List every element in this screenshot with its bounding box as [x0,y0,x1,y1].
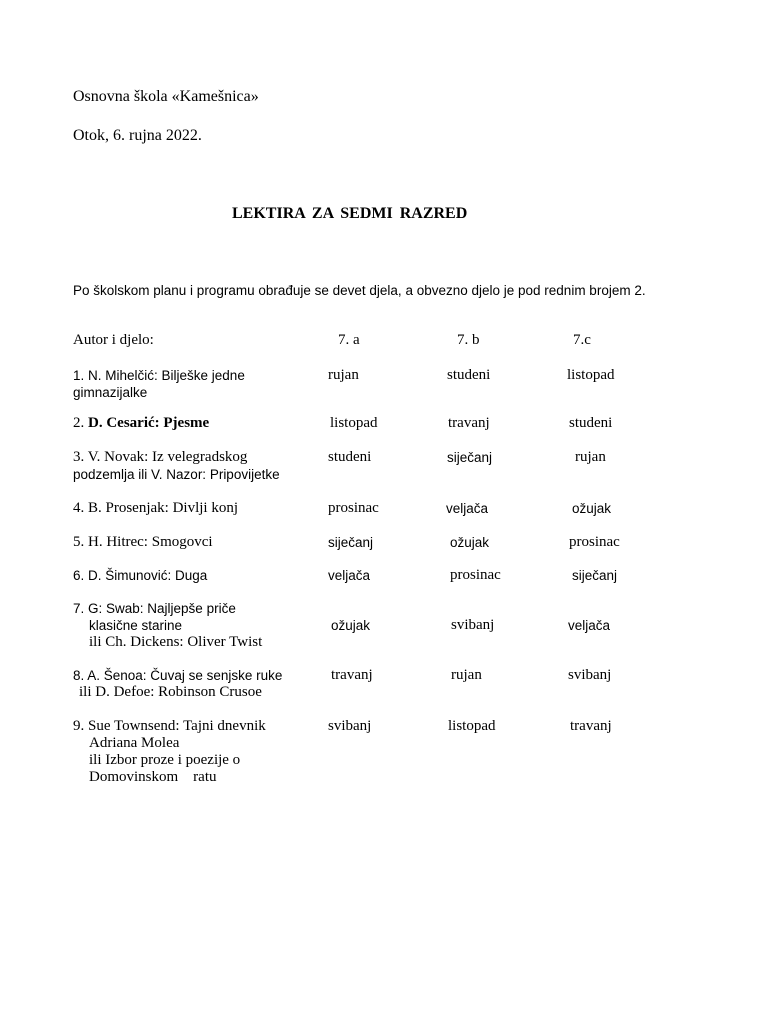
table-row-5-7c: prosinac [569,534,620,550]
table-row-3-7a: studeni [328,449,372,465]
work-line: 5. H. Hitrec: Smogovci [73,534,213,550]
table-row-8-work [73,667,282,701]
work-line: 1. N. Mihelčić: Bilješke jedne [73,368,245,383]
column-header-7a: 7. a [338,332,360,348]
column-header-7b: 7. b [457,332,480,348]
table-row-5-7b: ožujak [450,535,490,550]
table-row-1-work [73,367,245,401]
work-line: ili Izbor proze i poezije o [89,752,241,768]
work-line: 6. D. Šimunović: Duga [73,568,208,583]
table-row-8-7c: svibanj [568,667,612,683]
table-row-1-7a: rujan [328,367,359,383]
table-row-7-7c: veljača [568,618,611,633]
table-row-9-work [73,718,266,786]
table-row-6-7a: veljača [328,568,371,583]
table-row-2-7c: studeni [569,415,613,431]
mandatory-work: D. Cesarić: Pjesme [88,415,210,431]
table-row-4-work [73,500,238,517]
work-line: Domovinskom ratu [89,769,217,785]
table-row-2-7b: travanj [448,415,490,431]
table-row-1-7c: listopad [567,367,615,383]
work-line: 4. B. Prosenjak: Divlji konj [73,500,238,516]
work-line: klasične starine [89,618,183,633]
school-name: Osnovna škola «Kamešnica» [73,88,259,105]
work-line: 3. V. Novak: Iz velegradskog [73,449,248,465]
table-row-9-7c: travanj [570,718,612,734]
place-date: Otok, 6. rujna 2022. [73,127,202,144]
work-line: 7. G: Swab: Najljepše priče [73,601,236,616]
table-row-2-7a: listopad [330,415,378,431]
table-row-6-work [73,567,207,584]
table-row-1-7b: studeni [447,367,491,383]
work-line: ili Ch. Dickens: Oliver Twist [89,634,263,650]
table-row-7-7b: svibanj [451,617,495,633]
table-row-5-7a: siječanj [328,535,374,550]
work-number: 2. [73,415,85,431]
table-row-4-7c: ožujak [572,501,612,516]
table-row-9-7b: listopad [448,718,496,734]
document-title: LEKTIRA ZA SEDMI RAZRED [232,205,468,222]
work-line: podzemlja ili V. Nazor: Pripovijetke [73,467,280,482]
work-line: ili D. Defoe: Robinson Crusoe [79,684,262,700]
column-header-7c: 7.c [573,332,591,348]
table-row-4-7b: veljača [446,501,489,516]
intro-text: Po školskom planu i programu obrađuje se devet djela, a obvezno djelo je pod rednim brojem 2. [73,283,646,298]
table-row-6-7c: siječanj [572,568,618,583]
work-line: Adriana Molea [89,735,180,751]
table-row-7-7a: ožujak [331,618,371,633]
table-row-2-work [73,415,209,432]
table-row-5-work [73,534,213,551]
table-row-3-work [73,449,280,483]
table-row-8-7b: rujan [451,667,482,683]
work-line: gimnazijalke [73,385,148,400]
table-row-3-7b: siječanj [447,450,493,465]
table-row-3-7c: rujan [575,449,606,465]
table-row-6-7b: prosinac [450,567,501,583]
work-line: 9. Sue Townsend: Tajni dnevnik [73,718,266,734]
table-row-8-7a: travanj [331,667,373,683]
table-row-4-7a: prosinac [328,500,379,516]
column-header-work: Autor i djelo: [73,332,154,348]
work-line: 8. A. Šenoa: Čuvaj se senjske ruke [73,668,283,683]
table-row-9-7a: svibanj [328,718,372,734]
table-row-7-work [73,600,262,651]
